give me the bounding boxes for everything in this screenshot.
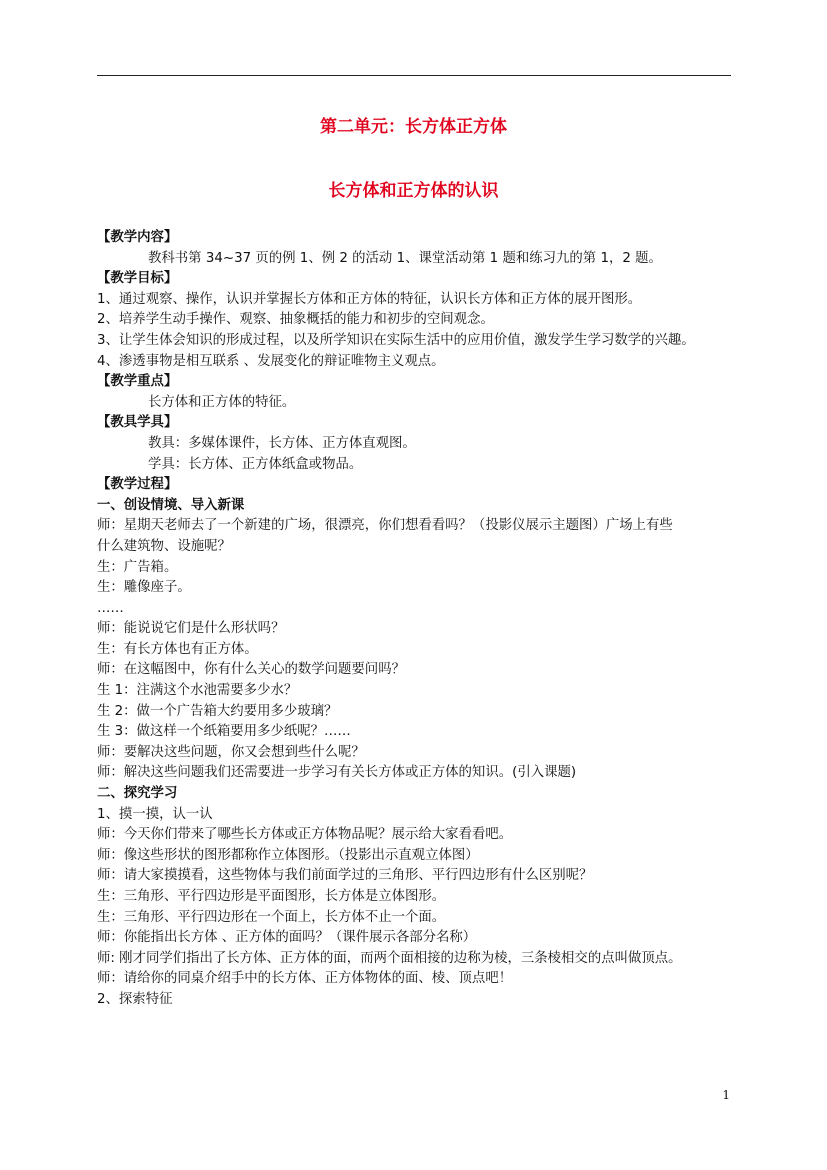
key-points-text: 长方体和正方体的特征。 — [148, 394, 296, 410]
page-number: 1 — [722, 1088, 730, 1102]
goal-1: 1、通过观察、操作，认识并掌握长方体和正方体的特征，认识长方体和正方体的展开图形。 — [97, 291, 642, 307]
dialogue-line: 生 2：做一个广告箱大约要用多少玻璃？ — [97, 703, 338, 719]
dialogue-line: 生：三角形、平行四边形是平面图形，长方体是立体图形。 — [97, 889, 446, 904]
header-rule — [97, 75, 731, 76]
dialogue-line: 生：雕像座子。 — [97, 580, 191, 596]
unit-title: 第二单元：长方体正方体 — [320, 117, 507, 137]
ellipsis-line: …… — [97, 600, 124, 616]
dialogue-line: 师：在这幅图中，你有什么关心的数学问题要问吗？ — [97, 662, 405, 678]
dialogue-line: 生 3：做这样一个纸箱要用多少纸呢？…… — [97, 724, 351, 740]
dialogue-line: 师：你能指出长方体 、正方体的面吗？（课件展示各部分名称） — [97, 930, 477, 946]
dialogue-line: 师: 刚才同学们指出了长方体、正方体的面，而两个面相接的边称为棱，三条棱相交的点叫做顶点。 — [97, 950, 682, 966]
subsection-heading: 1、摸一摸，认一认 — [97, 806, 213, 822]
section-1-heading: 一、创设情境、导入新课 — [97, 497, 245, 513]
paragraph-line: 什么建筑物、设施呢？ — [97, 538, 231, 554]
content-text: 教科书第 34~37 页的例 1、例 2 的活动 1、课堂活动第 1 题和练习九的第 1，2 题。 — [148, 250, 662, 266]
dialogue-line: 生：有长方体也有正方体。 — [97, 641, 258, 657]
dialogue-line: 师：今天你们带来了哪些长方体或正方体物品呢？展示给大家看看吧。 — [97, 827, 513, 843]
heading-goals: 【教学目标】 — [97, 271, 178, 287]
goal-2: 2、培养学生动手操作、观察、抽象概括的能力和初步的空间观念。 — [97, 312, 494, 328]
dialogue-line: 师：解决这些问题我们还需要进一步学习有关长方体或正方体的知识。(引入课题) — [97, 765, 577, 781]
dialogue-line: 生：广告箱。 — [97, 559, 178, 575]
heading-process: 【教学过程】 — [97, 477, 178, 493]
dialogue-line: 师：请给你的同桌介绍手中的长方体、正方体物体的面、棱、顶点吧！ — [97, 971, 513, 987]
heading-content: 【教学内容】 — [97, 230, 178, 245]
dialogue-line: 生：三角形、平行四边形在一个面上，长方体不止一个面。 — [97, 909, 446, 925]
goal-4: 4、渗透事物是相互联系 、发展变化的辩证唯物主义观点。 — [97, 353, 445, 369]
dialogue-line: 生 1：注满这个水池需要多少水？ — [97, 683, 298, 699]
subsection-heading: 2、探索特征 — [97, 991, 173, 1007]
goal-3: 3、让学生体会知识的形成过程，以及所学知识在实际生活中的应用价值，激发学生学习数学的兴趣。 — [97, 332, 695, 348]
heading-key-points: 【教学重点】 — [97, 374, 178, 390]
tools-teacher: 教具：多媒体课件，长方体、正方体直观图。 — [148, 435, 416, 451]
dialogue-line: 师：能说说它们是什么形状吗？ — [97, 621, 285, 637]
lesson-title: 长方体和正方体的认识 — [328, 181, 499, 201]
tools-student: 学具：长方体、正方体纸盒或物品。 — [148, 456, 363, 472]
heading-tools: 【教具学具】 — [97, 415, 178, 431]
dialogue-line: 师：要解决这些问题，你又会想到些什么呢？ — [97, 744, 365, 760]
section-2-heading: 二、探究学习 — [97, 786, 178, 802]
paragraph-line: 师：星期天老师去了一个新建的广场，很漂亮，你们想看看吗？（投影仪展示主题图）广场上有些 — [97, 518, 673, 534]
document-body — [97, 228, 737, 1011]
dialogue-line: 师：请大家摸摸看，这些物体与我们前面学过的三角形、平行四边形有什么区别呢？ — [97, 868, 593, 884]
dialogue-line: 师：像这些形状的图形都称作立体图形。（投影出示直观立体图） — [97, 847, 479, 863]
